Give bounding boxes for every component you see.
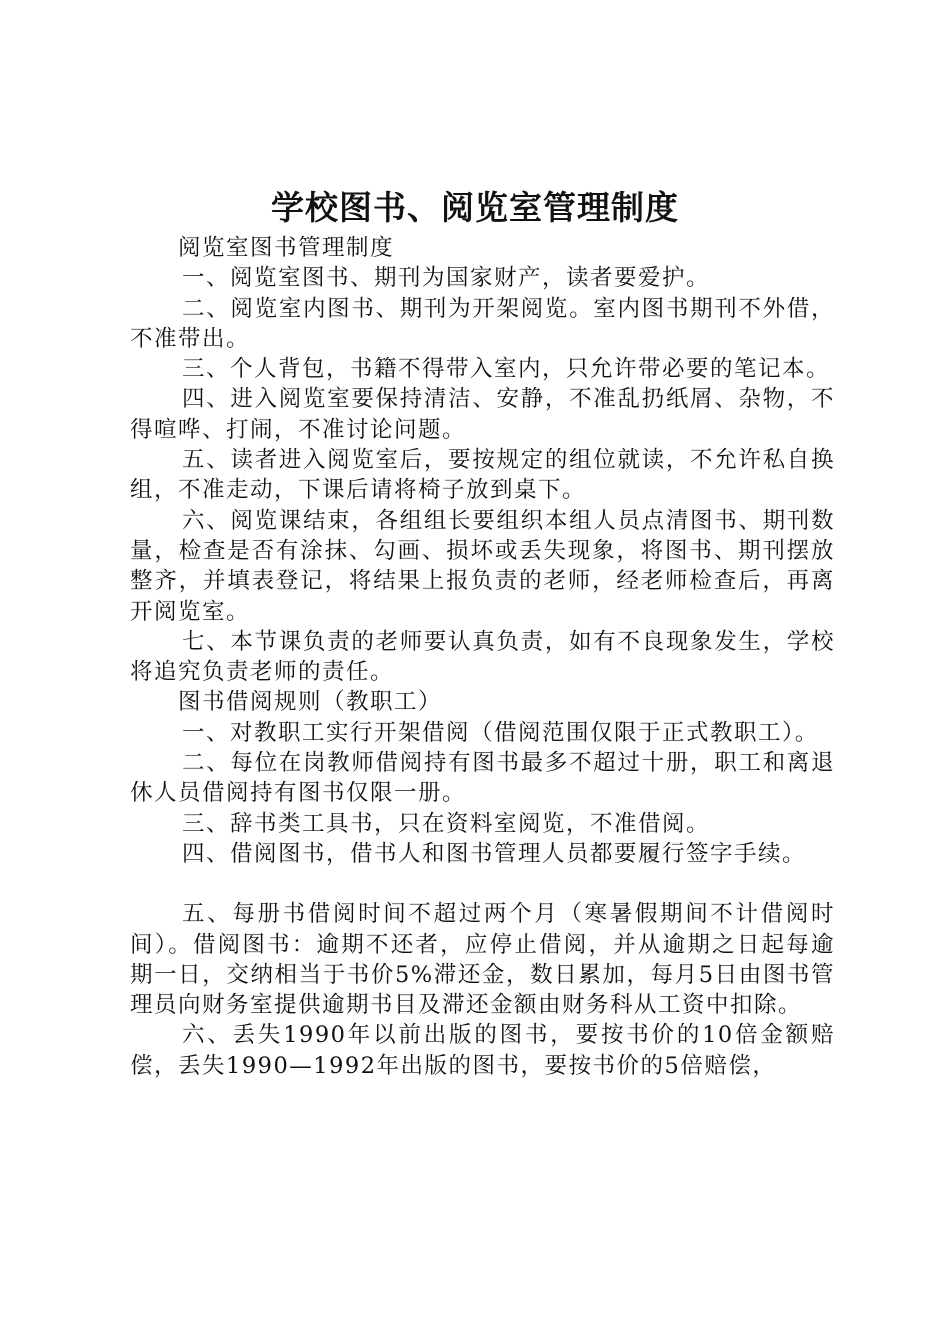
rule-paragraph: 二、阅览室内图书、期刊为开架阅览。室内图书期刊不外借，不准带出。 xyxy=(130,295,835,352)
rule-paragraph: 四、进入阅览室要保持清洁、安静，不准乱扔纸屑、杂物，不得喧哗、打闹，不准讨论问题。 xyxy=(130,386,835,443)
rule-paragraph: 四、借阅图书，借书人和图书管理人员都要履行签字手续。 xyxy=(182,840,807,867)
rule-paragraph: 六、丢失1990年以前出版的图书，要按书价的10倍金额赔偿，丢失1990—1992年出版的图书，要按书价的5倍赔偿， xyxy=(130,1022,835,1079)
section-heading-borrowing-rules: 图书借阅规则（教职工） xyxy=(178,689,443,716)
rule-paragraph: 五、每册书借阅时间不超过两个月（寒暑假期间不计借阅时间）。借阅图书：逾期不还者，应停止借阅，并从逾期之日起每逾期一日，交纳相当于书价5%滞还金，数日累加，每月5日由图书管理员向财务室提供逾期书目及滞还金额由财务科从工资中扣除。 xyxy=(130,901,835,1019)
rule-paragraph: 二、每位在岗教师借阅持有图书最多不超过十册，职工和离退休人员借阅持有图书仅限一册。 xyxy=(130,750,835,807)
rule-paragraph: 五、读者进入阅览室后，要按规定的组位就读，不允许私自换组，不准走动，下课后请将椅子放到桌下。 xyxy=(130,447,835,504)
rule-paragraph: 六、阅览课结束，各组组长要组织本组人员点清图书、期刊数量，检查是否有涂抹、勾画、损坏或丢失现象，将图书、期刊摆放整齐，并填表登记，将结果上报负责的老师，经老师检查后，再离开阅览室。 xyxy=(130,507,835,625)
document-body xyxy=(130,233,835,1081)
document-title: 学校图书、阅览室管理制度 xyxy=(271,188,679,227)
section-heading-reading-room: 阅览室图书管理制度 xyxy=(178,235,395,261)
rule-paragraph: 一、阅览室图书、期刊为国家财产，读者要爱护。 xyxy=(182,265,711,292)
rule-paragraph: 三、辞书类工具书，只在资料室阅览，不准借阅。 xyxy=(182,810,711,837)
rule-paragraph: 七、本节课负责的老师要认真负责，如有不良现象发生，学校将追究负责老师的责任。 xyxy=(130,628,835,686)
rule-paragraph: 三、个人背包，书籍不得带入室内，只允许带必要的笔记本。 xyxy=(182,356,831,383)
rule-paragraph: 一、对教职工实行开架借阅（借阅范围仅限于正式教职工）。 xyxy=(182,719,819,746)
